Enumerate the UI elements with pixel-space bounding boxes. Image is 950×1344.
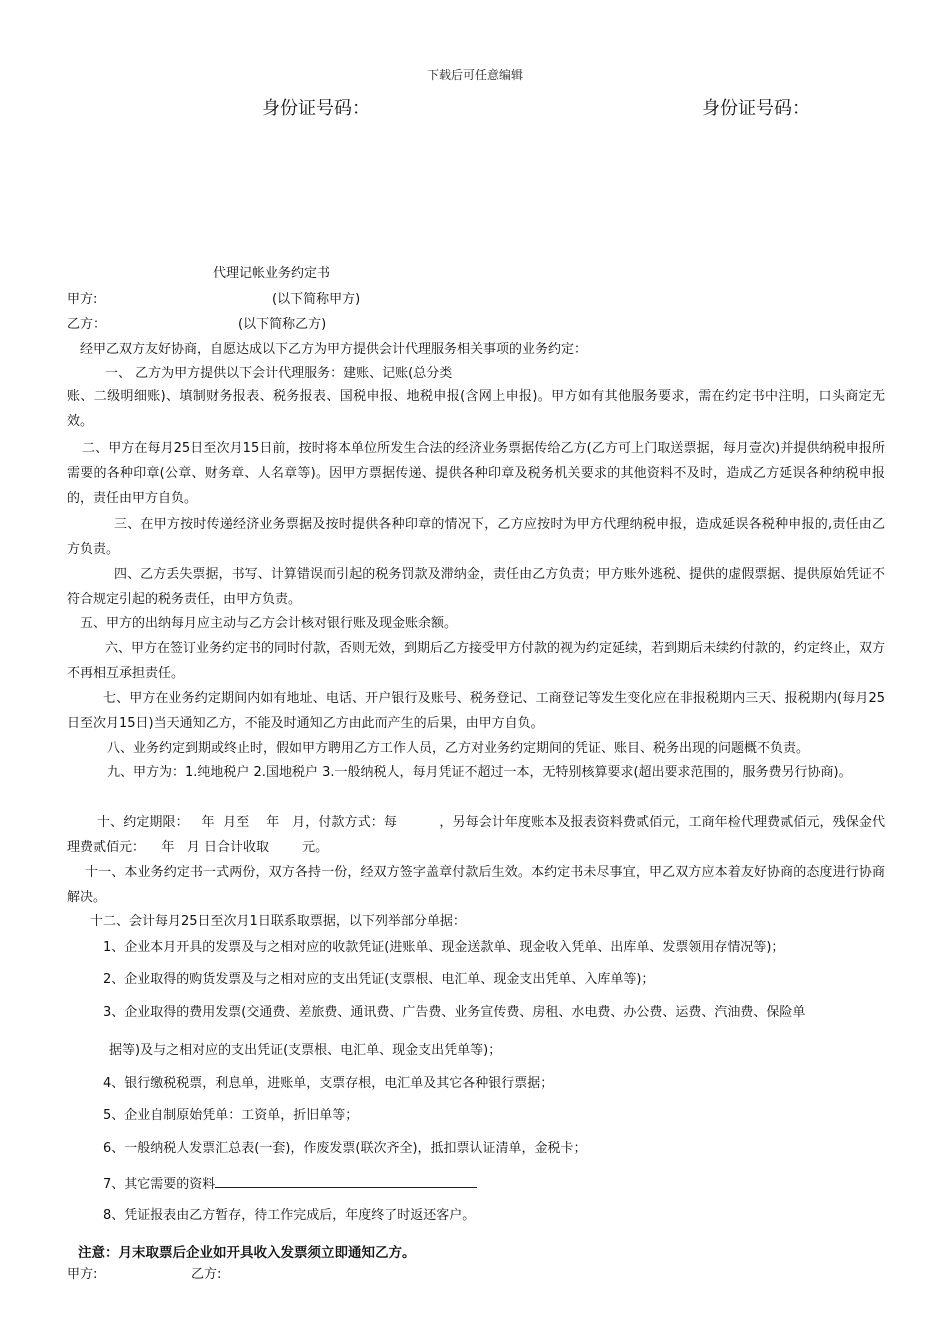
clause-1-rest: 账、二级明细账)、填制财务报表、税务报表、国税申报、地税申报(含网上申报)。甲方如有其他服务要求，需在约定书中注明，口头商定无效。 <box>67 389 885 429</box>
list-item-7-label: 7、其它需要的资料 <box>103 1177 216 1192</box>
clause-6: 六、甲方在签订业务约定书的同时付款，否则无效，到期后乙方接受甲方付款的视为约定延续，若到期后未续约付款的，约定终止，双方不再相互承担责任。 <box>67 641 886 681</box>
intro-paragraph: 经甲乙双方友好协商，自愿达成以下乙方为甲方提供会计代理服务相关事项的业务约定： <box>80 342 588 357</box>
fill-in-blank-line <box>215 1174 477 1188</box>
clause-4: 四、乙方丢失票据，书写、计算错误而引起的税务罚款及滞纳金，责任由乙方负责；甲方账外逃税、提供的虚假票据、提供原始凭证不符合规定引起的税务责任，由甲方负责。 <box>67 567 885 607</box>
clause-1-first-line: 一、 乙方为甲方提供以下会计代理服务：建账、记账(总分类 <box>105 366 453 381</box>
list-item-5: 5、企业自制原始凭单：工资单，折旧单等； <box>103 1108 359 1123</box>
document-title: 代理记帐业务约定书 <box>213 266 331 281</box>
party-a-suffix: (以下简称甲方) <box>272 292 361 307</box>
clause-11: 十一、本业务约定书一式两份，双方各持一份，经双方签字盖章付款后生效。本约定书未尽事宜，甲乙双方应本着友好协商的态度进行协商解决。 <box>67 865 885 905</box>
list-item-7 <box>103 1174 477 1193</box>
clause-10: 十、约定期限： 年 月至 年 月，付款方式：每 ，另每会计年度账本及报表资料费贰佰元，工商年检代理费贰佰元，残保金代理费贰佰元： 年 月 日合计收取 元。 <box>67 815 885 855</box>
list-item-6: 6、一般纳税人发票汇总表(一套)，作废发票(联次齐全)，抵扣票认证清单，金税卡； <box>103 1141 587 1156</box>
list-item-8: 8、凭证报表由乙方暂存，待工作完成后，年度终了时返还客户。 <box>103 1208 476 1223</box>
list-item-1: 1、企业本月开具的发票及与之相对应的收款凭证(进账单、现金送款单、现金收入凭单、出库单、发票领用存情况等)； <box>103 940 785 955</box>
list-item-2: 2、企业取得的购货发票及与之相对应的支出凭证(支票根、电汇单、现金支出凭单、入库单等)； <box>103 972 655 987</box>
clause-7: 七、甲方在业务约定期间内如有地址、电话、开户银行及账号、税务登记、工商登记等发生变化应在非报税期内三天、报税期内(每月25日至次月15日)当天通知乙方，不能及时通知乙方由此而产生的后果，由甲方自负。 <box>67 691 885 731</box>
list-item-3-line-2: 据等)及与之相对应的支出凭证(支票根、电汇单、现金支出凭单等)； <box>109 1043 502 1058</box>
clause-2: 二、甲方在每月25日至次月15日前，按时将本单位所发生合法的经济业务票据传给乙方(乙方可上门取送票据，每月壹次)并提供纳税申报所需要的各种印章(公章、财务章、人名章等)。因甲方票据传递、提供各种印章及税务机关要求的其他资料不及时，造成乙方延误各种纳税申报的，责任由甲方自负。 <box>67 441 885 506</box>
party-a-label: 甲方: <box>67 292 98 307</box>
signature-party-a: 甲方: <box>67 1267 98 1282</box>
party-b-suffix: (以下简称乙方) <box>238 317 327 332</box>
clause-9: 九、甲方为：1.纯地税户 2.国地税户 3.一般纳税人，每月凭证不超过一本，无特别核算要求(超出要求范围的，服务费另行协商)。 <box>107 765 852 780</box>
list-item-4: 4、银行缴税税票，利息单，进账单，支票存根，电汇单及其它各种银行票据； <box>103 1076 554 1091</box>
clause-12: 十二、会计每月25日至次月1日联系取票据，以下列举部分单据： <box>90 914 466 929</box>
download-note: 下载后可任意编辑 <box>426 68 523 82</box>
clause-3: 三、在甲方按时传递经济业务票据及按时提供各种印章的情况下，乙方应按时为甲方代理纳税申报，造成延误各税种申报的,责任由乙方负责。 <box>67 517 885 557</box>
notice-text: 注意：月末取票后企业如开具收入发票须立即通知乙方。 <box>78 1245 416 1261</box>
list-item-3-line-1: 3、企业取得的费用发票(交通费、差旅费、通讯费、广告费、业务宣传费、房租、水电费、办公费、运费、汽油费、保险单 <box>103 1005 806 1020</box>
id-number-label-left: 身份证号码： <box>262 98 370 119</box>
party-b-label: 乙方： <box>67 317 107 332</box>
clause-8: 八、业务约定到期或终止时，假如甲方聘用乙方工作人员，乙方对业务约定期间的凭证、账目、税务出现的问题概不负责。 <box>107 741 810 756</box>
id-number-label-right: 身份证号码： <box>702 98 810 119</box>
signature-party-b: 乙方: <box>191 1267 222 1282</box>
clause-5: 五、甲方的出纳每月应主动与乙方会计核对银行账及现金账余额。 <box>80 616 458 631</box>
